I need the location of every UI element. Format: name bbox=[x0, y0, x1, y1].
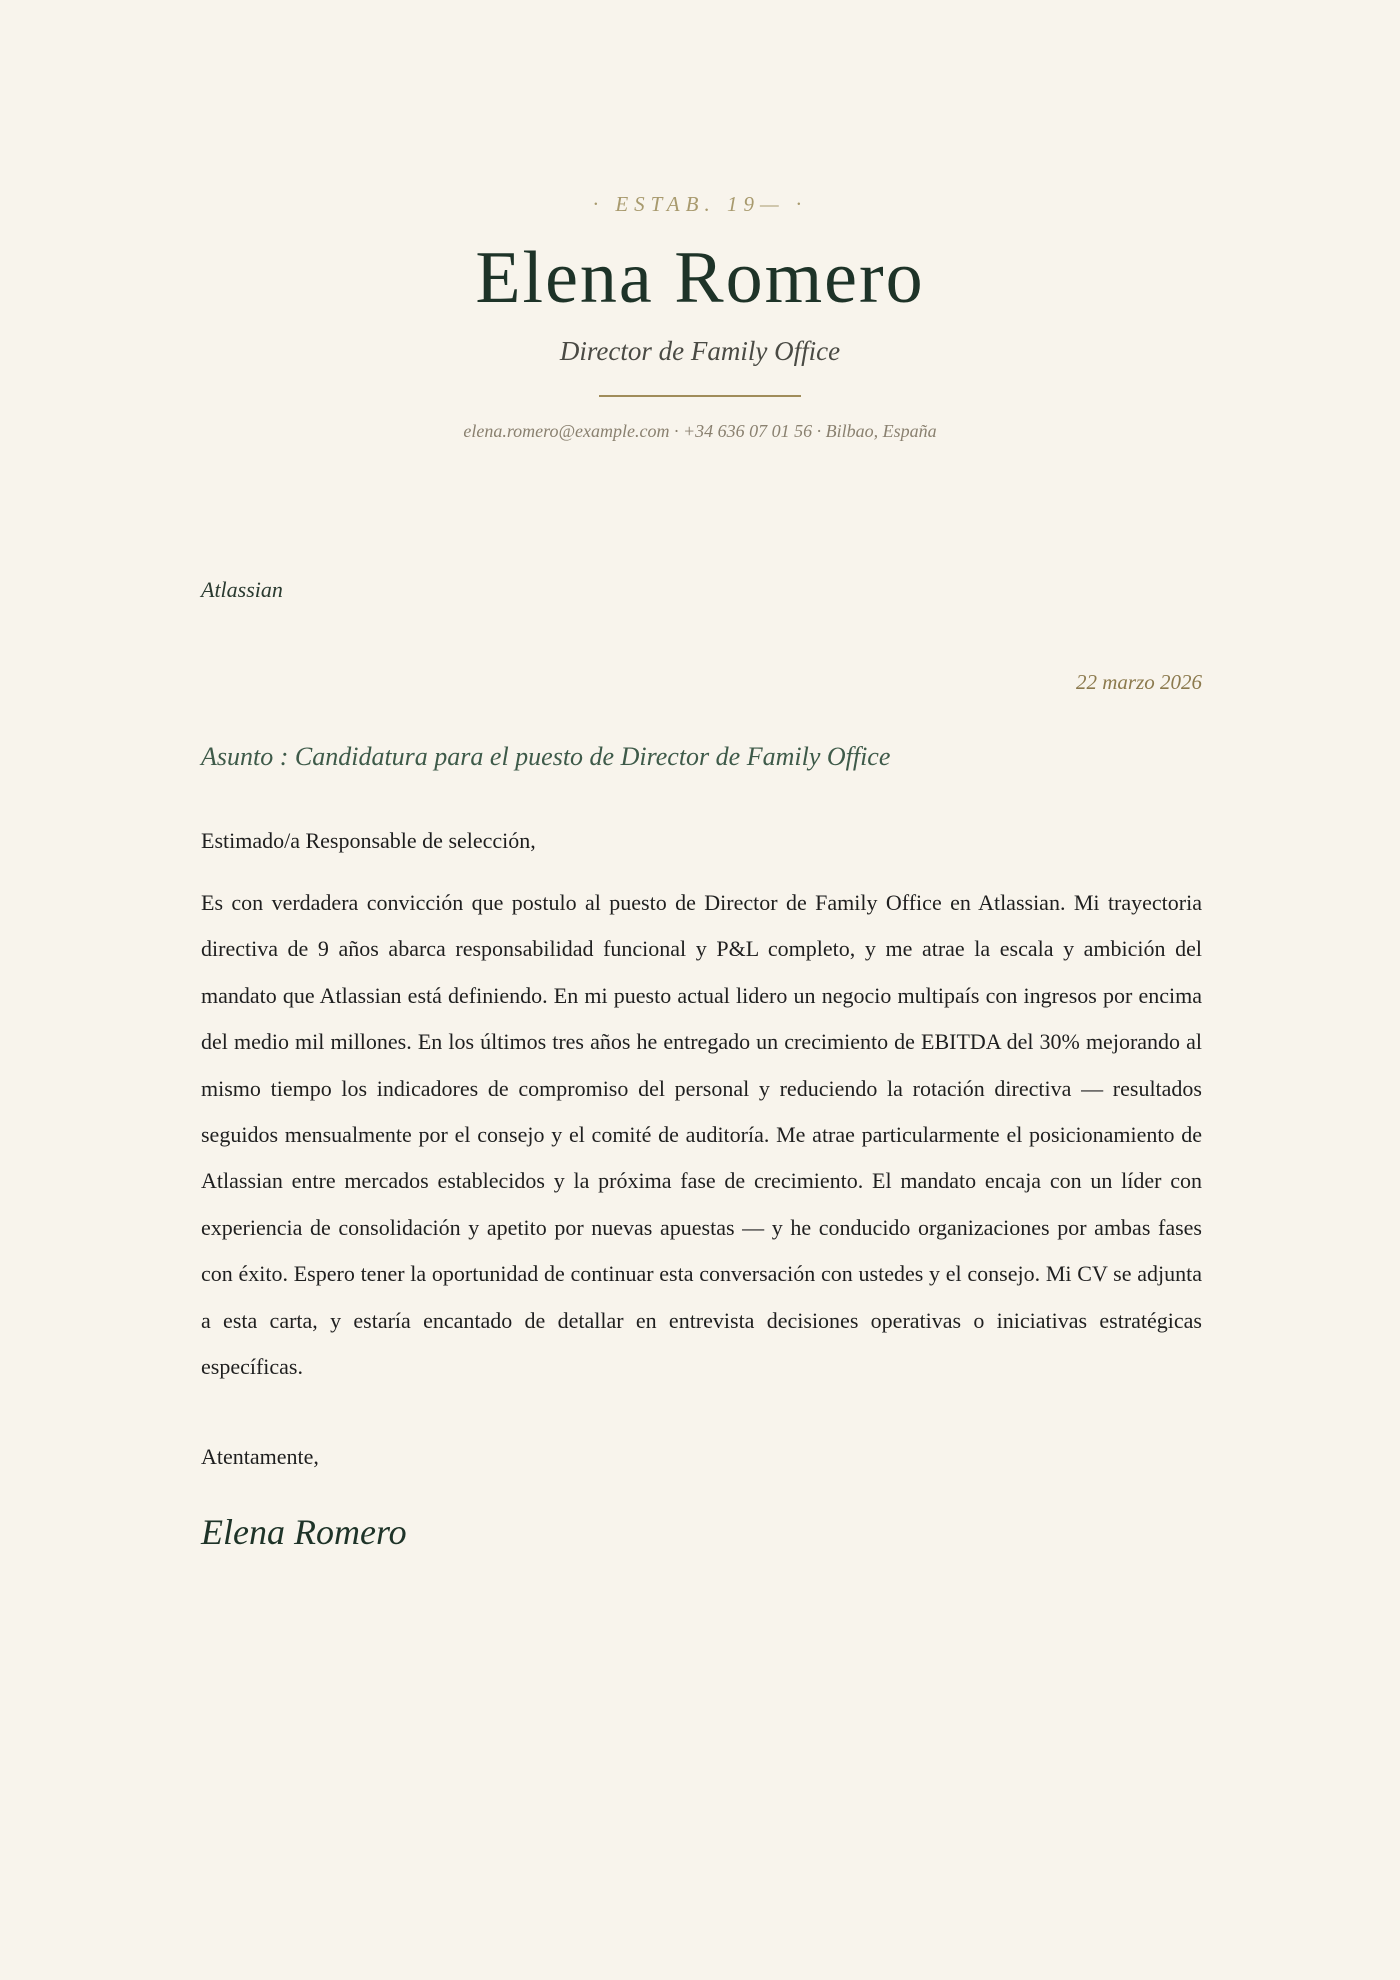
letter-header bbox=[0, 190, 1400, 443]
recipient-company: Atlassian bbox=[201, 577, 283, 602]
sender-role: Director de Family Office bbox=[559, 336, 841, 366]
letter-subject: Asunto : Candidatura para el puesto de Director de Family Office bbox=[201, 742, 891, 771]
body-paragraph: Es con verdadera convicción que postulo al puesto de Director de Family Office en Atlassian. Mi trayectoria directiva de 9 años abarca responsabilidad funcional y P&L completo, y me atrae la escala y ambición del mandato que Atlassian está definiendo. En mi puesto actual lidero un negocio multipaís con ingresos por encima del medio mil millones. En los últimos tres años he entregado un crecimiento de EBITDA del 30% mejorando al mismo tiempo los indicadores de compromiso del personal y reduciendo la rotación directiva — resultados seguidos mensualmente por el consejo y el comité de auditoría. Me atrae particularmente el posicionamiento de Atlassian entre mercados establecidos y la próxima fase de crecimiento. El mandato encaja con un líder con experiencia de consolidación y apetito por nuevas apuestas — y he conducido organizaciones por ambas fases con éxito. Espero tener la oportunidad de continuar esta conversación con ustedes y el consejo. Mi CV se adjunta a esta carta, y estaría encantado de detallar en entrevista decisiones operativas o iniciativas estratégicas específicas. bbox=[201, 890, 1202, 1380]
sender-name: Elena Romero bbox=[475, 237, 925, 319]
estab-mark: · ESTAB. 19— · bbox=[592, 192, 808, 216]
letter-body bbox=[201, 570, 1202, 1556]
header-divider bbox=[599, 395, 801, 397]
closing: Atentamente, bbox=[201, 1444, 319, 1470]
signature: Elena Romero bbox=[201, 1512, 407, 1553]
letter-date: 22 marzo 2026 bbox=[1075, 670, 1202, 694]
sender-contact: elena.romero@example.com · +34 636 07 01 56 · Bilbao, España bbox=[463, 421, 937, 441]
salutation: Estimado/a Responsable de selección, bbox=[201, 828, 536, 853]
